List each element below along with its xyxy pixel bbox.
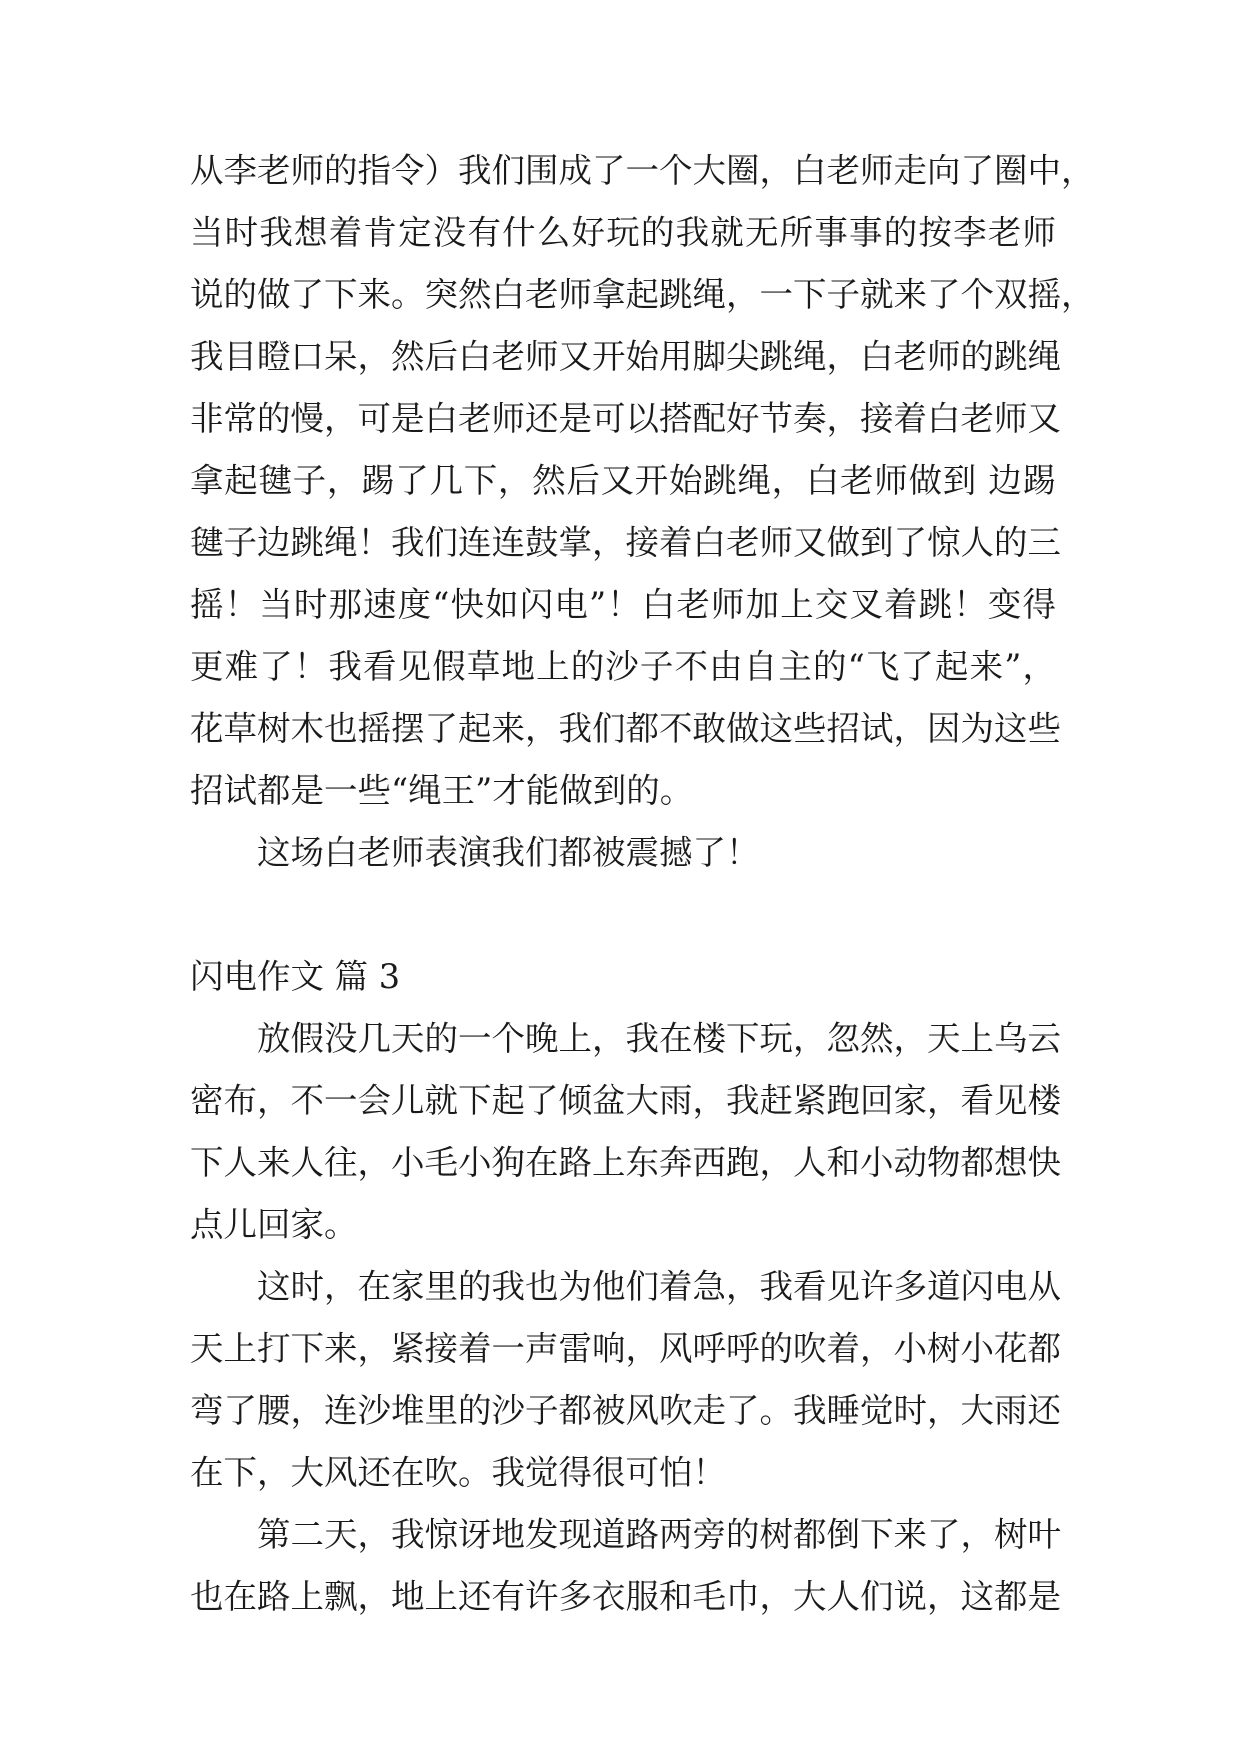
text-line: 说的做了下来。突然白老师拿起跳绳，一下子就来了个双摇，: [190, 275, 1095, 314]
text-line: 从李老师的指令）我们围成了一个大圈，白老师走向了圈中，: [190, 151, 1095, 190]
text-line: 下人来人往，小毛小狗在路上东奔西跑，人和小动物都想快: [190, 1143, 1061, 1182]
text-line: 招试都是一些“绳王”才能做到的。: [190, 771, 694, 810]
section-heading: 闪电作文 篇 3: [190, 957, 401, 996]
paragraph-3: [190, 1504, 1061, 1628]
text-line: 在下，大风还在吹。我觉得很可怕！: [190, 1453, 726, 1492]
text-line: 密布，不一会儿就下起了倾盆大雨，我赶紧跑回家，看见楼: [190, 1081, 1061, 1120]
text-line: 也在路上飘，地上还有许多衣服和毛巾，大人们说，这都是: [190, 1577, 1061, 1616]
text-line: 天上打下来，紧接着一声雷响，风呼呼的吹着，小树小花都: [190, 1329, 1061, 1368]
paragraph-1: [190, 1008, 1061, 1256]
section-spacer: [190, 884, 1056, 946]
text-line: 这场白老师表演我们都被震撼了！: [257, 833, 760, 872]
document-page: [190, 140, 1095, 1628]
text-line: 花草树木也摇摆了起来，我们都不敢做这些招试，因为这些: [190, 709, 1061, 748]
text-line: 弯了腰，连沙堆里的沙子都被风吹走了。我睡觉时，大雨还: [190, 1391, 1061, 1430]
text-line: 放假没几天的一个晚上，我在楼下玩，忽然，天上乌云: [257, 1019, 1061, 1058]
text-line: 当时我想着肯定没有什么好玩的我就无所事事的按李老师: [190, 213, 1056, 252]
text-line: 非常的慢，可是白老师还是可以搭配好节奏，接着白老师又: [190, 399, 1061, 438]
text-line: 点儿回家。: [190, 1205, 358, 1244]
text-line: 毽子边跳绳！我们连连鼓掌，接着白老师又做到了惊人的三: [190, 523, 1061, 562]
paragraph-closing: [190, 822, 1056, 884]
paragraph-2: [190, 1256, 1061, 1504]
text-line: 第二天，我惊讶地发现道路两旁的树都倒下来了，树叶: [257, 1515, 1061, 1554]
text-line: 摇！当时那速度“快如闪电”！白老师加上交叉着跳！变得: [190, 585, 1056, 624]
text-line: 我目瞪口呆，然后白老师又开始用脚尖跳绳，白老师的跳绳: [190, 337, 1061, 376]
text-line: 这时，在家里的我也为他们着急，我看见许多道闪电从: [257, 1267, 1061, 1306]
paragraph-continued: [190, 140, 1095, 822]
text-line: 更难了！我看见假草地上的沙子不由自主的“飞了起来”，: [190, 647, 1056, 686]
text-line: 拿起毽子，踢了几下，然后又开始跳绳，白老师做到 边踢: [190, 461, 1056, 500]
